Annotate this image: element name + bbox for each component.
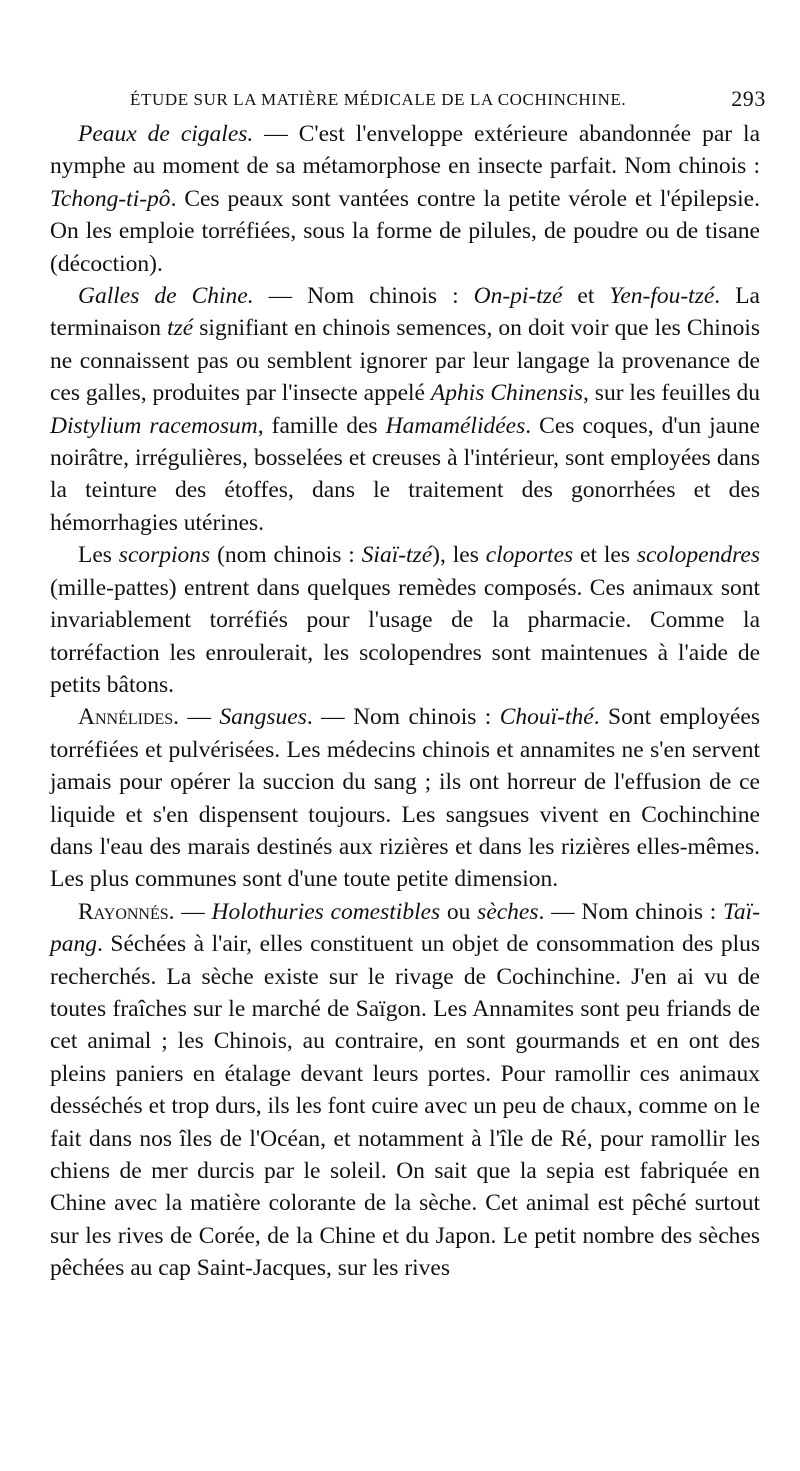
italic-term: Taï-pang <box>50 898 761 958</box>
text-run: . La terminaison <box>50 283 760 342</box>
text-run: Les <box>78 542 119 569</box>
section-heading: Rayonnés. <box>78 898 175 925</box>
text-run: et <box>562 283 610 310</box>
text-run: (mille-pattes) entrent dans quelques remèdes composés. Ces animaux sont invariablement torréfiés pour l'usage de la pharmacie. Comme la torréfaction les enroulerait, les scolopendres sont maintenues à l'aide de petits bâtons. <box>50 574 760 698</box>
body-text <box>50 118 760 1285</box>
italic-term: On-pi-tzé <box>473 283 563 310</box>
text-run: — <box>179 704 220 731</box>
text-run: . — Nom chinois : <box>306 704 500 731</box>
text-run: . Ces peaux sont vantées contre la petite vérole et l'épilepsie. On les emploie torréfiées, sous la forme de pilules, de poudre ou de tisane (décoction). <box>50 185 760 277</box>
italic-term: Hamamélidées <box>385 412 526 439</box>
italic-term: scolopendres <box>636 542 760 569</box>
text-run: (nom chinois : <box>210 542 362 569</box>
italic-term: cloportes <box>485 542 574 569</box>
text-run: . Séchées à l'air, elles constituent un objet de consommation des plus recherchés. La sèche existe sur le rivage de Cochinchine. J'en ai vu de toutes fraîches sur le marché de Saïgon. Les Annamites sont peu friands de cet animal ; les Chinois, au contraire, en sont gourmands et en ont des pleins paniers en étalage devant leurs portes. Pour ramollir ces animaux desséchés et trop durs, ils les font cuire avec un peu de chaux, comme on le fait dans nos îles de l'Océan, et notamment à l'île de Ré, pour ramollir les chiens de mer durcis par le soleil. On sait que la sepia est fabriquée en Chine avec la matière colorante de la sèche. Cet animal est pêché surtout sur les rives de Corée, de la Chine et du Japon. Le petit nombre des sèches pêchées au cap Saint-Jacques, sur les rives <box>50 931 760 1282</box>
paragraph <box>50 896 760 1285</box>
text-run: — C'est l'enveloppe extérieure abandonnée par la nymphe au moment de sa métamorphose en insecte parfait. Nom chinois : <box>50 121 761 180</box>
running-title: ÉTUDE SUR LA MATIÈRE MÉDICALE DE LA COCHINCHINE. <box>130 90 627 109</box>
text-run: ou <box>440 898 478 925</box>
italic-term: Holothuries comestibles <box>211 898 441 925</box>
paragraph <box>50 539 760 701</box>
italic-term: Galles de Chine. <box>78 283 254 310</box>
paragraph <box>50 118 760 280</box>
text-run: . Ces coques, d'un jaune noirâtre, irrégulières, bosselées et creuses à l'intérieur, sont employées dans la teinture des étoffes, dans le traitement des gonorrhées et des hémorrhagies utérines. <box>50 412 760 536</box>
text-run: ), les <box>432 542 486 569</box>
italic-term: tzé <box>167 315 194 342</box>
text-run: . — Nom chinois : <box>538 898 723 925</box>
text-run: , sur les feuilles du <box>583 380 760 407</box>
italic-term: Peaux de cigales. <box>78 121 254 147</box>
italic-term: scorpions <box>118 542 211 569</box>
paragraph <box>50 701 760 895</box>
text-run: et les <box>573 542 637 569</box>
italic-term: Distylium racemosum <box>50 412 258 439</box>
italic-term: Aphis Chinensis <box>430 380 584 407</box>
text-run: — <box>174 898 212 925</box>
page-number: 293 <box>731 86 766 111</box>
text-run: signifiant en chinois semences, on doit voir que les Chinois ne connaissent pas ou semblent ignorer par leur langage la provenance de ces galles, produites par l'insecte appelé <box>50 315 761 407</box>
text-run: . Sont employées torréfiées et pulvérisées. Les médecins chinois et annamites ne s'en servent jamais pour opérer la succion du sang ; ils ont horreur de l'effusion de ce liquide et s'en dispensent toujours. Les sangsues vivent en Cochinchine dans l'eau des marais destinés aux rizières et dans les rizières elles-mêmes. Les plus communes sont d'une toute petite dimension. <box>50 704 761 893</box>
italic-term: Chouï-thé <box>499 704 594 731</box>
italic-term: sèches <box>477 898 539 925</box>
text-run: — Nom chinois : <box>253 283 474 310</box>
italic-term: Siaï-tzé <box>361 542 433 569</box>
running-header <box>130 86 766 114</box>
italic-term: Yen-fou-tzé <box>609 283 715 310</box>
paragraph <box>50 280 760 539</box>
text-run: , famille des <box>257 412 386 439</box>
italic-term: Tchong-ti-pô <box>50 185 171 212</box>
section-heading: Annélides. <box>78 704 180 731</box>
italic-term: Sangsues <box>219 704 307 731</box>
